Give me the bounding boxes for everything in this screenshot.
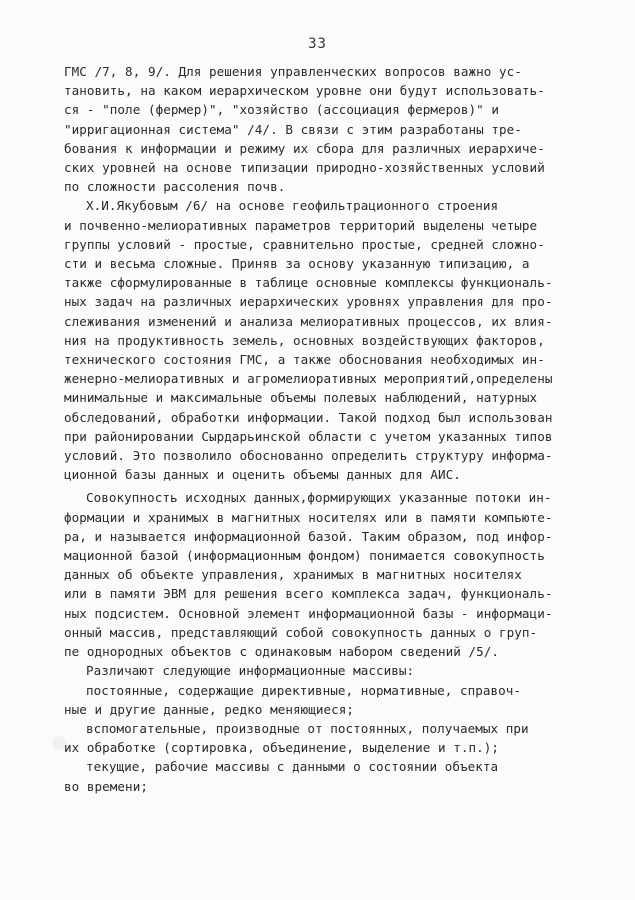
text-line: во времени; — [64, 778, 148, 794]
text-line: ционной базы данных и оценить объемы данных для АИС. — [64, 467, 461, 483]
text-line: технического состояния ГМС, а также обоснования необходимых ин- — [64, 352, 545, 368]
body-text — [64, 62, 574, 796]
page-number: 33 — [308, 36, 327, 52]
text-line: Х.И.Якубовым /6/ на основе геофильтрационного строения — [86, 198, 499, 214]
text-line: женерно-мелиоративных и агромелиоративных мероприятий,определены — [64, 371, 553, 387]
text-line: ских уровней на основе типизации природно-хозяйственных условий — [64, 160, 545, 176]
text-line: минимальные и максимальные объемы полевых наблюдений, натурных — [64, 390, 538, 406]
text-line: ся - "поле (фермер)", "хозяйство (ассоциация фермеров)" и — [64, 102, 500, 118]
text-line: онный массив, представляющий собой совокупность данных о груп- — [64, 624, 538, 640]
scan-smudge — [52, 736, 66, 750]
text-line: ных задач на различных иерархических уровнях управления для про- — [64, 294, 553, 310]
paragraph-2 — [64, 196, 574, 484]
text-line: условий. Это позволило обоснованно определить структуру информа- — [64, 448, 553, 464]
text-line: или в памяти ЭВМ для решения всего комплекса задач, функциональ- — [64, 586, 553, 602]
text-line: вспомогательные, производные от постоянных, получаемых при — [86, 720, 529, 736]
text-line: мационной базой (информационным фондом) понимается совокупность — [64, 548, 545, 564]
text-line: "ирригационная система" /4/. В связи с этим разработаны тре- — [64, 121, 522, 137]
text-line: ных подсистем. Основной элемент информационной базы - информаци- — [64, 605, 553, 621]
text-line: также сформулированные в таблице основные комплексы функциональ- — [64, 275, 553, 291]
paragraph-7 — [64, 757, 574, 795]
paragraph-6 — [64, 719, 574, 757]
text-line: текущие, рабочие массивы с данными о состоянии объекта — [86, 759, 499, 775]
text-line: и почвенно-мелиоративных параметров территорий выделены четыре — [64, 217, 538, 233]
text-line: тановить, на каком иерархическом уровне они будут использовать- — [64, 83, 545, 99]
text-line: слеживания изменений и анализа мелиоративных процессов, их влия- — [64, 313, 553, 329]
text-line: ра, и называется информационной базой. Таким образом, под инфор- — [64, 528, 553, 544]
text-line: по сложности рассоления почв. — [64, 179, 286, 195]
text-line: Различают следующие информационные массивы: — [86, 663, 415, 679]
paragraph-3 — [64, 488, 574, 661]
text-line: сти и весьма сложные. Приняв за основу указанную типизацию, а — [64, 256, 530, 272]
text-line: ГМС /7, 8, 9/. Для решения управленческих вопросов важно ус- — [64, 64, 522, 79]
text-line: формации и хранимых в магнитных носителях или в памяти компьюте- — [64, 509, 553, 525]
text-line: данных об объекте управления, хранимых в магнитных носителях — [64, 567, 522, 583]
text-line: ные и другие данные, редко меняющиеся; — [64, 701, 355, 717]
paragraph-5 — [64, 681, 574, 719]
text-line: постоянные, содержащие директивные, нормативные, справоч- — [86, 682, 522, 698]
text-line: обследований, обработки информации. Такой подход был использован — [64, 409, 553, 425]
text-line: группы условий - простые, сравнительно простые, средней сложно- — [64, 236, 545, 252]
text-line: Совокупность исходных данных,формирующих указанные потоки ин- — [86, 490, 552, 506]
text-line: бования к информации и режиму их сбора для различных иерархиче- — [64, 140, 545, 156]
text-line: ния на продуктивность земель, основных воздействующих факторов, — [64, 332, 545, 348]
paragraph-4 — [64, 661, 574, 680]
text-line: их обработке (сортировка, объединение, выделение и т.п.); — [64, 740, 500, 756]
paragraph-1 — [64, 62, 574, 196]
text-line: пе однородных объектов с одинаковым набором сведений /5/. — [64, 644, 500, 660]
text-line: при районировании Сырдарьинской области с учетом указанных типов — [64, 428, 553, 444]
